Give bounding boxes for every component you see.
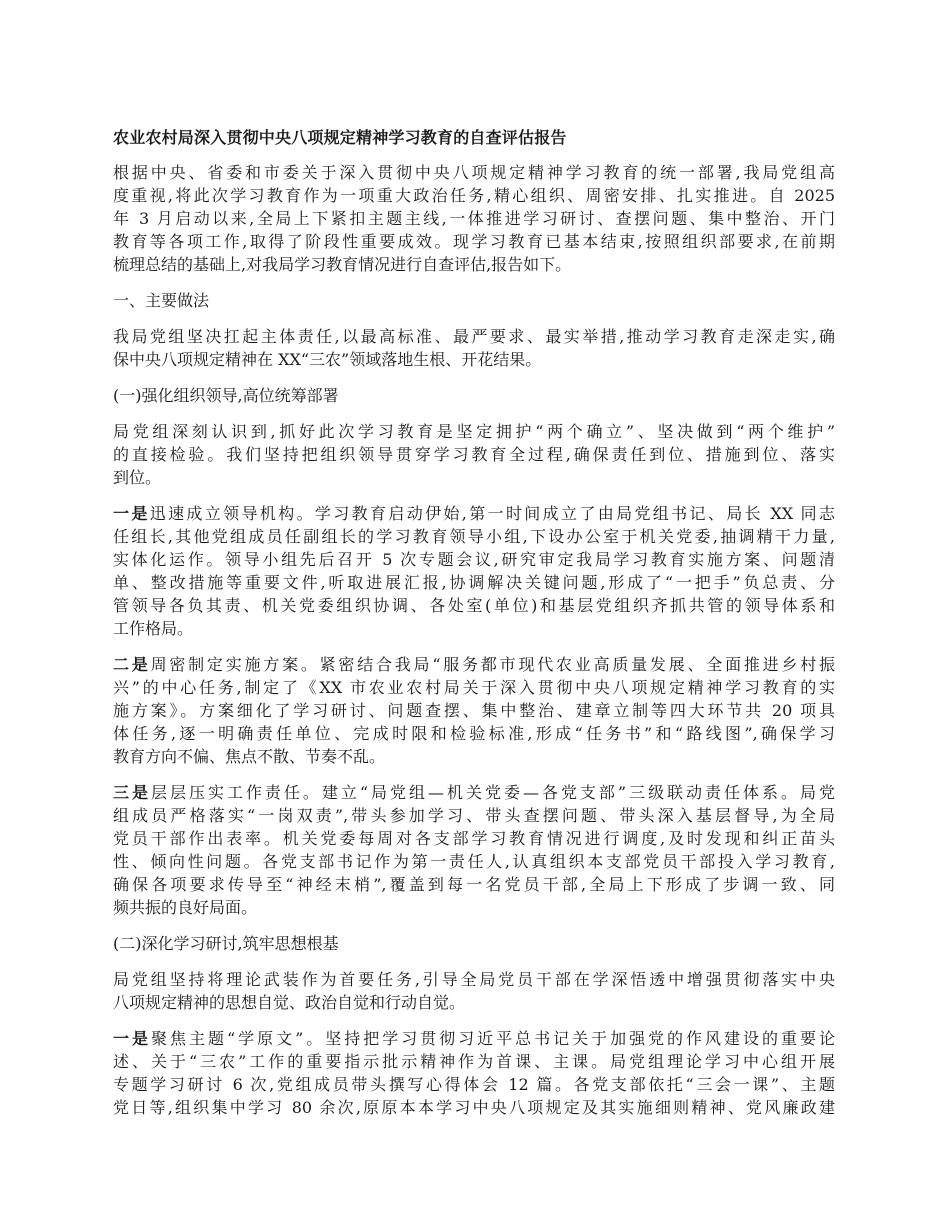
line-text: 党日等,组织集中学习 80 余次,原原本本学习中央八项规定及其实施细则精神、党风廉政建 [113, 1098, 835, 1117]
text-line [113, 1096, 835, 1119]
text-line [113, 722, 835, 745]
line-text: 八项规定精神的思想自觉、政治自觉和行动自觉。 [113, 993, 466, 1012]
line-text: 频共振的良好局面。 [113, 898, 258, 917]
paragraph-lead: 三是 [113, 783, 151, 802]
text-line [113, 466, 835, 489]
line-text: 管领导各负其责、机关党委组织协调、各处室(单位)和基层党组织齐抓共管的领导体系和 [113, 596, 835, 615]
text-line [113, 850, 835, 873]
line-text: 保中央八项规定精神在 XX“三农”领域落地生根、开花结果。 [113, 350, 542, 369]
paragraph [113, 653, 835, 768]
line-text: 一、主要做法 [113, 291, 210, 310]
section-heading [113, 289, 835, 312]
text-line [113, 873, 835, 896]
line-text: 任组长,其他党组成员任副组长的学习教育领导小组,下设办公室于机关党委,抽调精干力量, [113, 527, 835, 546]
text-line [113, 827, 835, 850]
text-line [113, 804, 835, 827]
paragraph [113, 420, 835, 489]
section-heading [113, 384, 835, 407]
text-line [113, 443, 835, 466]
text-line [113, 617, 835, 640]
line-text: (二)深化学习研讨,筑牢思想根基 [113, 934, 339, 953]
section-heading [113, 932, 835, 955]
line-text: 局党组深刻认识到,抓好此次学习教育是坚定拥护“两个确立”、坚决做到“两个维护” [113, 422, 835, 441]
paragraph-lead: 一是 [113, 1029, 151, 1048]
text-line [113, 968, 835, 991]
document-page [113, 126, 835, 1132]
text-line [113, 420, 835, 443]
text-line [113, 1050, 835, 1073]
text-line [113, 932, 835, 955]
text-line [113, 896, 835, 919]
line-text: 述、关于“三农”工作的重要指示批示精神作为首课、主课。局党组理论学习中心组开展 [113, 1052, 835, 1071]
line-text: (一)强化组织领导,高位统筹部署 [113, 386, 339, 405]
paragraph [113, 1027, 835, 1119]
line-text: 施方案》。方案细化了学习研讨、问题查摆、集中整治、建章立制等四大环节共 20 项具 [113, 701, 835, 720]
line-text: 确保各项要求传导至“神经末梢”,覆盖到每一名党员干部,全局上下形成了步调一致、同 [113, 875, 835, 894]
line-text: 年 3 月启动以来,全局上下紧扣主题主线,一体推进学习研讨、查摆问题、集中整治、开门 [113, 209, 835, 228]
text-line [113, 1027, 835, 1050]
text-line [113, 745, 835, 768]
paragraph [113, 325, 835, 371]
line-text: 迅速成立领导机构。学习教育启动伊始,第一时间成立了由局党组书记、局长 XX 同志 [149, 504, 835, 523]
line-text: 周密制定实施方案。紧密结合我局“服务都市现代农业高质量发展、全面推进乡村振 [150, 655, 835, 674]
text-line [113, 594, 835, 617]
text-line [113, 184, 835, 207]
paragraph [113, 781, 835, 919]
text-line [113, 525, 835, 548]
line-text: 工作格局。 [113, 619, 194, 638]
line-text: 兴”的中心任务,制定了《XX 市农业农村局关于深入贯彻中央八项规定精神学习教育的实 [113, 678, 835, 697]
line-text: 到位。 [113, 468, 162, 487]
text-line [113, 571, 835, 594]
text-line [113, 289, 835, 312]
line-text: 度重视,将此次学习教育作为一项重大政治任务,精心组织、周密安排、扎实推进。自 2025 [113, 186, 835, 205]
text-line [113, 548, 835, 571]
text-line [113, 991, 835, 1014]
line-text: 党员干部作出表率。机关党委每周对各支部学习教育情况进行调度,及时发现和纠正苗头 [113, 829, 835, 848]
text-line [113, 781, 835, 804]
line-text: 教育方向不偏、焦点不散、节奏不乱。 [113, 747, 386, 766]
text-line [113, 325, 835, 348]
line-text: 层层压实工作责任。建立“局党组—机关党委—各党支部”三级联动责任体系。局党 [150, 783, 835, 802]
line-text: 梳理总结的基础上,对我局学习教育情况进行自查评估,报告如下。 [113, 255, 572, 274]
line-text: 组成员严格落实“一岗双责”,带头参加学习、带头查摆问题、带头深入基层督导,为全局 [113, 806, 835, 825]
line-text: 性、倾向性问题。各党支部书记作为第一责任人,认真组织本支部党员干部投入学习教育, [113, 852, 835, 871]
text-line [113, 384, 835, 407]
paragraph-lead: 一是 [113, 504, 150, 523]
paragraph [113, 161, 835, 276]
document-body [113, 161, 835, 1119]
text-line [113, 653, 835, 676]
text-line [113, 502, 835, 525]
paragraph-lead: 二是 [113, 655, 151, 674]
paragraph [113, 502, 835, 640]
line-text: 我局党组坚决扛起主体责任,以最高标准、最严要求、最实举措,推动学习教育走深走实,确 [113, 327, 835, 346]
line-text: 根据中央、省委和市委关于深入贯彻中央八项规定精神学习教育的统一部署,我局党组高 [113, 163, 835, 182]
line-text: 的直接检验。我们坚持把组织领导贯穿学习教育全过程,确保责任到位、措施到位、落实 [113, 445, 835, 464]
text-line [113, 253, 835, 276]
line-text: 局党组坚持将理论武装作为首要任务,引导全局党员干部在学深悟透中增强贯彻落实中央 [113, 970, 835, 989]
text-line [113, 676, 835, 699]
document-title: 农业农村局深入贯彻中央八项规定精神学习教育的自查评估报告 [113, 128, 567, 147]
text-line [113, 1073, 835, 1096]
line-text: 专题学习研讨 6 次,党组成员带头撰写心得体会 12 篇。各党支部依托“三会一课”、主题 [113, 1075, 835, 1094]
line-text: 体任务,逐一明确责任单位、完成时限和检验标准,形成“任务书”和“路线图”,确保学习 [113, 724, 835, 743]
line-text: 聚焦主题“学原文”。坚持把学习贯彻习近平总书记关于加强党的作风建设的重要论 [150, 1029, 835, 1048]
text-line [113, 348, 835, 371]
line-text: 单、整改措施等重要文件,听取进展汇报,协调解决关键问题,形成了“一把手”负总责、分 [113, 573, 835, 592]
line-text: 实体化运作。领导小组先后召开 5 次专题会议,研究审定我局学习教育实施方案、问题清 [113, 550, 835, 569]
line-text: 教育等各项工作,取得了阶段性重要成效。现学习教育已基本结束,按照组织部要求,在前期 [113, 232, 835, 251]
text-line [113, 161, 835, 184]
text-line [113, 230, 835, 253]
text-line [113, 699, 835, 722]
text-line [113, 207, 835, 230]
paragraph [113, 968, 835, 1014]
